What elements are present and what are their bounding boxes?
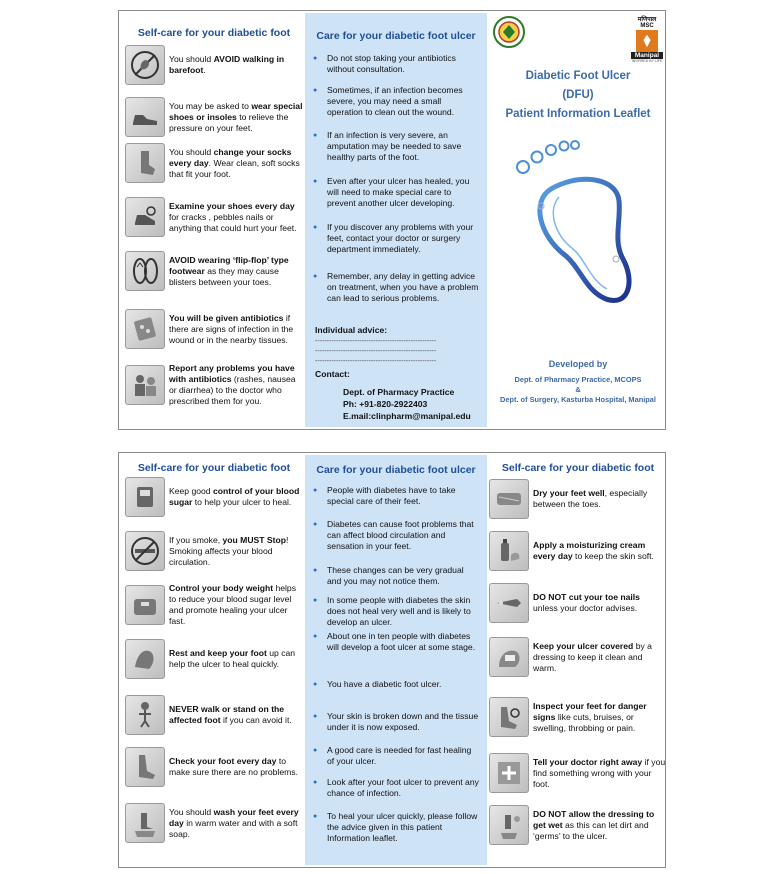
logo-subtext: INSPIRED BY LIFE (631, 59, 663, 63)
self-care-text (529, 488, 667, 510)
self-care-item (125, 143, 303, 183)
self-care-text (165, 704, 303, 726)
leaflet-subtitle: Patient Information Leaflet (505, 108, 651, 120)
self-care-item (489, 531, 667, 571)
text-post: like cuts, bruises, or swelling, throbbing or pain. (533, 711, 636, 733)
text-post: to make sure there are no problems. (169, 756, 298, 777)
text-post: to help your ulcer to heal. (192, 497, 292, 507)
advice-line: ---------------------------------------------------- (315, 348, 437, 355)
self-care-text (529, 757, 667, 790)
leaflet-abbrev: (DFU) (562, 89, 594, 101)
self-care-text (529, 540, 667, 562)
text-post: to relieve the pressure on your feet. (169, 111, 289, 133)
text-emphasis: Rest and keep your foot (169, 648, 267, 658)
text-post: if you find something wrong with your foot. (533, 756, 666, 789)
text-pre: Keep good (169, 486, 213, 496)
self-care-item (125, 531, 303, 571)
contact-phone: Ph: +91-820-2922403 (343, 399, 428, 409)
self-care-item (125, 477, 303, 517)
developer-dept-1: Dept. of Pharmacy Practice, MCOPS (514, 375, 642, 384)
text-post: . (203, 65, 206, 75)
self-care-item (489, 479, 667, 519)
care-bullet: ● Diabetes can cause foot problems that can affect blood circulation and sensation in your feet. (313, 519, 479, 552)
self-care-text (165, 54, 303, 76)
dry-dressing-icon (489, 805, 529, 845)
self-care-text (165, 101, 303, 134)
barefoot-icon (125, 45, 165, 85)
rest-foot-icon (125, 639, 165, 679)
towel-dry-icon (489, 479, 529, 519)
text-emphasis: Dry your feet well (533, 488, 605, 498)
foot-wash-icon (125, 803, 165, 843)
care-bullet: ● Even after your ulcer has healed, you will need to make special care to prevent another ulcer developing. (313, 176, 479, 209)
self-care-text (165, 807, 303, 840)
care-bullet: ● A good care is needed for fast healing of your ulcer. (313, 745, 479, 767)
text-post: if you can avoid it. (220, 715, 292, 725)
text-post: for cracks , pebbles nails or anything that could hurt your feet. (169, 211, 297, 233)
leaflet-page-inner (118, 452, 666, 868)
doctor-report-icon (125, 365, 165, 405)
ulcer-care-column-1 (305, 13, 487, 427)
text-post: ! Smoking affects your blood circulation. (169, 534, 289, 567)
nail-clipper-icon (489, 583, 529, 623)
text-emphasis: change your socks every day (169, 146, 292, 168)
text-emphasis: DO NOT allow the dressing to get wet (533, 808, 655, 830)
advice-line: ---------------------------------------------------- (315, 338, 437, 345)
text-post: by a dressing to keep it clean and warm. (533, 640, 652, 673)
bandage-icon (489, 637, 529, 677)
self-care-item (125, 309, 303, 349)
column-title: Self-care for your diabetic foot (501, 462, 655, 474)
text-emphasis: DO NOT cut your toe nails (533, 592, 640, 602)
contact-dept: Dept. of Pharmacy Practice (343, 387, 455, 397)
text-post: unless your doctor advises. (533, 603, 638, 613)
care-bullet: ● These changes can be very gradual and you may not notice them. (313, 565, 479, 587)
self-care-text (165, 313, 303, 346)
self-care-column-2 (125, 453, 303, 867)
column-title: Care for your diabetic foot ulcer (316, 464, 476, 476)
text-emphasis: Examine your shoes every day (169, 200, 295, 211)
foot-illustration (511, 131, 641, 306)
self-care-item (489, 583, 667, 623)
stop-walking-icon (125, 695, 165, 735)
self-care-text (165, 756, 303, 778)
care-bullet: ● Look after your foot ulcer to prevent any chance of infection. (313, 777, 479, 799)
self-care-item (125, 251, 303, 291)
text-emphasis: Report any problems you have with antibiotics (169, 363, 295, 384)
logo-wordmark: Manipal (631, 52, 663, 59)
care-bullet: ● Remember, any delay in getting advice on treatment, when you have a problem can lead to serious problems. (313, 271, 479, 304)
self-care-column-3 (489, 453, 667, 867)
self-care-text (165, 535, 303, 568)
glucose-meter-icon (125, 477, 165, 517)
contact-email: E.mail:clinpharm@manipal.edu (343, 411, 471, 421)
developer-amp: & (575, 385, 581, 394)
care-bullet: ● About one in ten people with diabetes will develop a foot ulcer at some stage. (313, 631, 479, 653)
self-care-item (125, 803, 303, 843)
self-care-text (165, 363, 303, 407)
shoe-icon (125, 97, 165, 137)
logo-top-text: मणिपाल MSC (637, 17, 657, 29)
text-emphasis: Tell your doctor right away (533, 756, 643, 767)
leaflet-page-outer (118, 10, 666, 430)
text-emphasis: control of your blood sugar (169, 486, 300, 507)
text-post: , especially between the toes. (533, 488, 648, 509)
care-bullet: ● Do not stop taking your antibiotics without consultation. (313, 53, 479, 75)
self-care-text (165, 201, 303, 234)
text-post: . Wear clean, soft socks that fit your foot. (169, 157, 300, 179)
self-care-item (489, 805, 667, 845)
foot-inspect-icon (489, 697, 529, 737)
text-emphasis: AVOID walking in barefoot (169, 54, 285, 75)
text-emphasis: Control your body weight (169, 583, 274, 593)
tell-doctor-icon (489, 753, 529, 793)
text-emphasis: AVOID wearing ‘flip-flop’ type footwear (169, 254, 289, 276)
antibiotic-icon (125, 309, 165, 349)
self-care-text (165, 583, 303, 627)
self-care-text (165, 147, 303, 180)
self-care-item (489, 637, 667, 677)
text-pre: If you smoke, (169, 534, 223, 545)
shoe-inspect-icon (125, 197, 165, 237)
self-care-item (125, 747, 303, 787)
text-emphasis: you MUST Stop (222, 534, 286, 545)
no-smoking-icon (125, 531, 165, 571)
text-post: as they may cause blisters between your toes. (169, 265, 279, 287)
self-care-column-1 (125, 11, 303, 429)
flip-flop-icon (125, 251, 165, 291)
self-care-text (529, 592, 667, 614)
text-pre: You should (169, 54, 214, 64)
mcops-seal-logo (493, 15, 525, 49)
care-bullet: ● If an infection is very severe, an amputation may be needed to save healthy parts of the foot. (313, 130, 479, 163)
self-care-item (125, 197, 303, 237)
column-title: Self-care for your diabetic foot (137, 462, 291, 474)
text-emphasis: wear special shoes or insoles (169, 100, 303, 122)
self-care-item (489, 753, 667, 793)
self-care-item (125, 639, 303, 679)
text-pre: You may be asked to (169, 100, 252, 111)
text-emphasis: You will be given antibiotics (169, 312, 284, 323)
self-care-item (489, 697, 667, 737)
self-care-text (529, 641, 667, 674)
text-emphasis: NEVER walk or stand on the affected foot (169, 704, 285, 725)
cover-column (489, 11, 667, 429)
self-care-text (165, 486, 303, 508)
moisturizer-icon (489, 531, 529, 571)
self-care-item (125, 363, 303, 407)
ulcer-care-column-2 (305, 455, 487, 865)
developer-dept-2: Dept. of Surgery, Kasturba Hospital, Manipal (500, 395, 656, 404)
column-title: Care for your diabetic foot ulcer (316, 30, 476, 42)
self-care-text (529, 701, 667, 734)
self-care-text (165, 255, 303, 288)
care-bullet: ● If you discover any problems with your feet, contact your doctor or surgery department immediately. (313, 222, 479, 255)
contact-label: Contact: (315, 369, 350, 379)
text-pre: You should (169, 806, 214, 817)
care-bullet: ● You have a diabetic foot ulcer. (313, 679, 479, 690)
self-care-text (165, 648, 303, 670)
text-post: if there are signs of infection in the wound or in the nearby tissues. (169, 312, 294, 345)
care-bullet: ● Your skin is broken down and the tissue under it is now exposed. (313, 711, 479, 733)
text-post: up can help the ulcer to heal quickly. (169, 648, 296, 669)
weight-scale-icon (125, 585, 165, 625)
advice-line: ---------------------------------------------------- (315, 358, 437, 365)
foot-check-icon (125, 747, 165, 787)
self-care-item (125, 45, 303, 85)
text-emphasis: wash your feet every day (169, 806, 299, 828)
care-bullet: ● Sometimes, if an infection becomes severe, you may need a small operation to clean out the wound. (313, 85, 479, 118)
text-post: helps to reduce your blood sugar level and promote healing your ulcer fast. (169, 583, 297, 626)
text-post: as this can let dirt and ‘germs’ to the ulcer. (533, 819, 649, 841)
care-bullet: ● People with diabetes have to take special care of their feet. (313, 485, 479, 507)
text-emphasis: Apply a moisturizing cream every day (533, 540, 646, 561)
text-post: to keep the skin soft. (572, 551, 654, 561)
individual-advice-label: Individual advice: (315, 325, 388, 335)
self-care-item (125, 97, 303, 137)
text-emphasis: Check your foot every day (169, 756, 277, 766)
self-care-item (125, 695, 303, 735)
care-bullet: ● To heal your ulcer quickly, please follow the advice given in this patient Information leaflet. (313, 811, 479, 844)
leaflet-title: Diabetic Foot Ulcer (525, 70, 631, 82)
text-pre: You should (169, 146, 214, 157)
text-post: (rashes, nausea or diarrhea) to the doctor who prescribed them for you. (169, 374, 296, 406)
self-care-text (529, 809, 667, 842)
care-bullet: ● In some people with diabetes the skin does not heal very well and is likely to develop an ulcer. (313, 595, 479, 628)
text-emphasis: Keep your ulcer covered (533, 640, 634, 651)
text-emphasis: Inspect your feet for danger signs (533, 700, 647, 722)
developed-by-label: Developed by (548, 359, 608, 369)
column-title: Self-care for your diabetic foot (137, 27, 291, 39)
self-care-item (125, 583, 303, 627)
sock-icon (125, 143, 165, 183)
text-post: in warm water and with a soft soap. (169, 817, 298, 839)
manipal-logo (631, 15, 663, 63)
